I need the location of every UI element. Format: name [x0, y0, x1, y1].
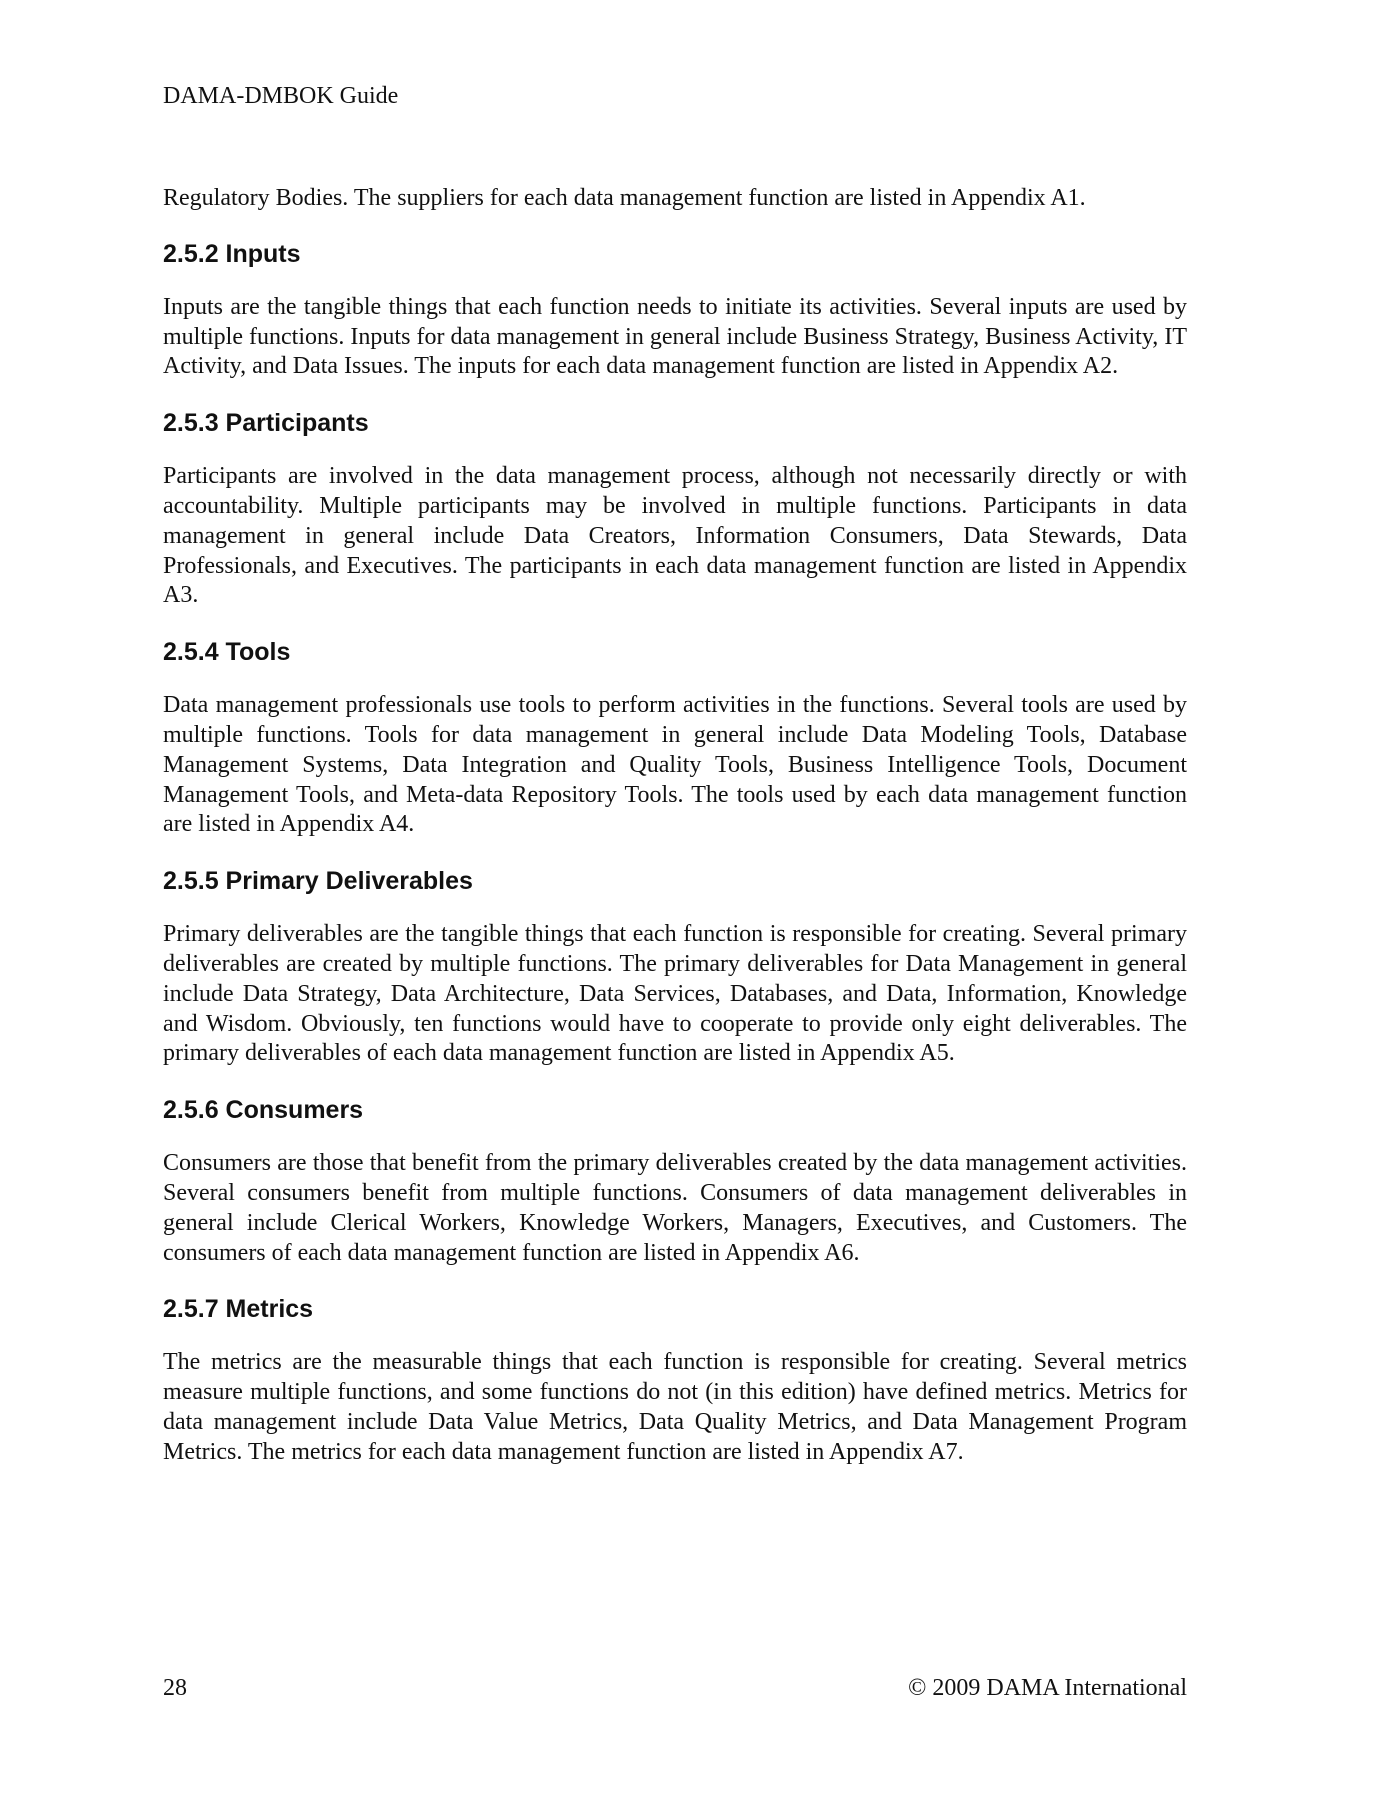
section-heading: 2.5.6 Consumers — [163, 1096, 364, 1125]
section-metrics — [163, 1295, 1187, 1467]
section-body: Primary deliverables are the tangible things that each function is responsible for creating. Several primary deliverables are created by multiple functions. The primary deliverables for Data Management in general include Data Strategy, Data Architecture, Data Services, Databases, and Data, Information, Knowledge and Wisdom. Obviously, ten functions would have to cooperate to provide only eight deliverables. The primary deliverables of each data management function are listed in Appendix A5. — [163, 921, 1187, 1067]
section-tools — [163, 638, 1187, 840]
intro-paragraph: Regulatory Bodies. The suppliers for each data management function are listed in Appendix A1. — [163, 185, 1086, 211]
page-content — [163, 184, 1187, 1495]
page-number: 28 — [163, 1675, 187, 1701]
section-heading: 2.5.5 Primary Deliverables — [163, 867, 473, 896]
section-heading: 2.5.7 Metrics — [163, 1295, 314, 1324]
section-heading: 2.5.3 Participants — [163, 409, 369, 438]
section-consumers — [163, 1096, 1187, 1268]
section-body: Inputs are the tangible things that each function needs to initiate its activities. Several inputs are used by multiple functions. Inputs for data management in general include Business Strategy, Business Activity, IT Activity, and Data Issues. The inputs for each data management function are listed in Appendix A2. — [163, 293, 1187, 380]
section-heading: 2.5.4 Tools — [163, 638, 291, 667]
section-inputs — [163, 240, 1187, 382]
section-primary-deliverables — [163, 867, 1187, 1069]
section-body: Participants are involved in the data management process, although not necessarily directly or with accountability. Multiple participants may be involved in multiple functions. Participants in data management in general include Data Creators, Information Consumers, Data Stewards, Data Professionals, and Executives. The participants in each data management function are listed in Appendix A3. — [163, 463, 1187, 609]
section-body: Consumers are those that benefit from the primary deliverables created by the data management activities. Several consumers benefit from multiple functions. Consumers of data management deliverables in general include Clerical Workers, Knowledge Workers, Managers, Executives, and Customers. The consumers of each data management function are listed in Appendix A6. — [163, 1150, 1187, 1266]
section-body: The metrics are the measurable things that each function is responsible for creating. Several metrics measure multiple functions, and some functions do not (in this edition) have defined metrics. Metrics for data management include Data Value Metrics, Data Quality Metrics, and Data Management Program Metrics. The metrics for each data management function are listed in Appendix A7. — [163, 1349, 1187, 1465]
section-body: Data management professionals use tools to perform activities in the functions. Several tools are used by multiple functions. Tools for data management in general include Data Modeling Tools, Database Management Systems, Data Integration and Quality Tools, Business Intelligence Tools, Document Management Tools, and Meta-data Repository Tools. The tools used by each data management function are listed in Appendix A4. — [163, 692, 1187, 838]
section-heading: 2.5.2 Inputs — [163, 239, 301, 268]
section-participants — [163, 409, 1187, 611]
running-header: DAMA-DMBOK Guide — [163, 83, 399, 109]
copyright-notice: © 2009 DAMA International — [908, 1675, 1187, 1701]
page-footer — [163, 1673, 1187, 1703]
